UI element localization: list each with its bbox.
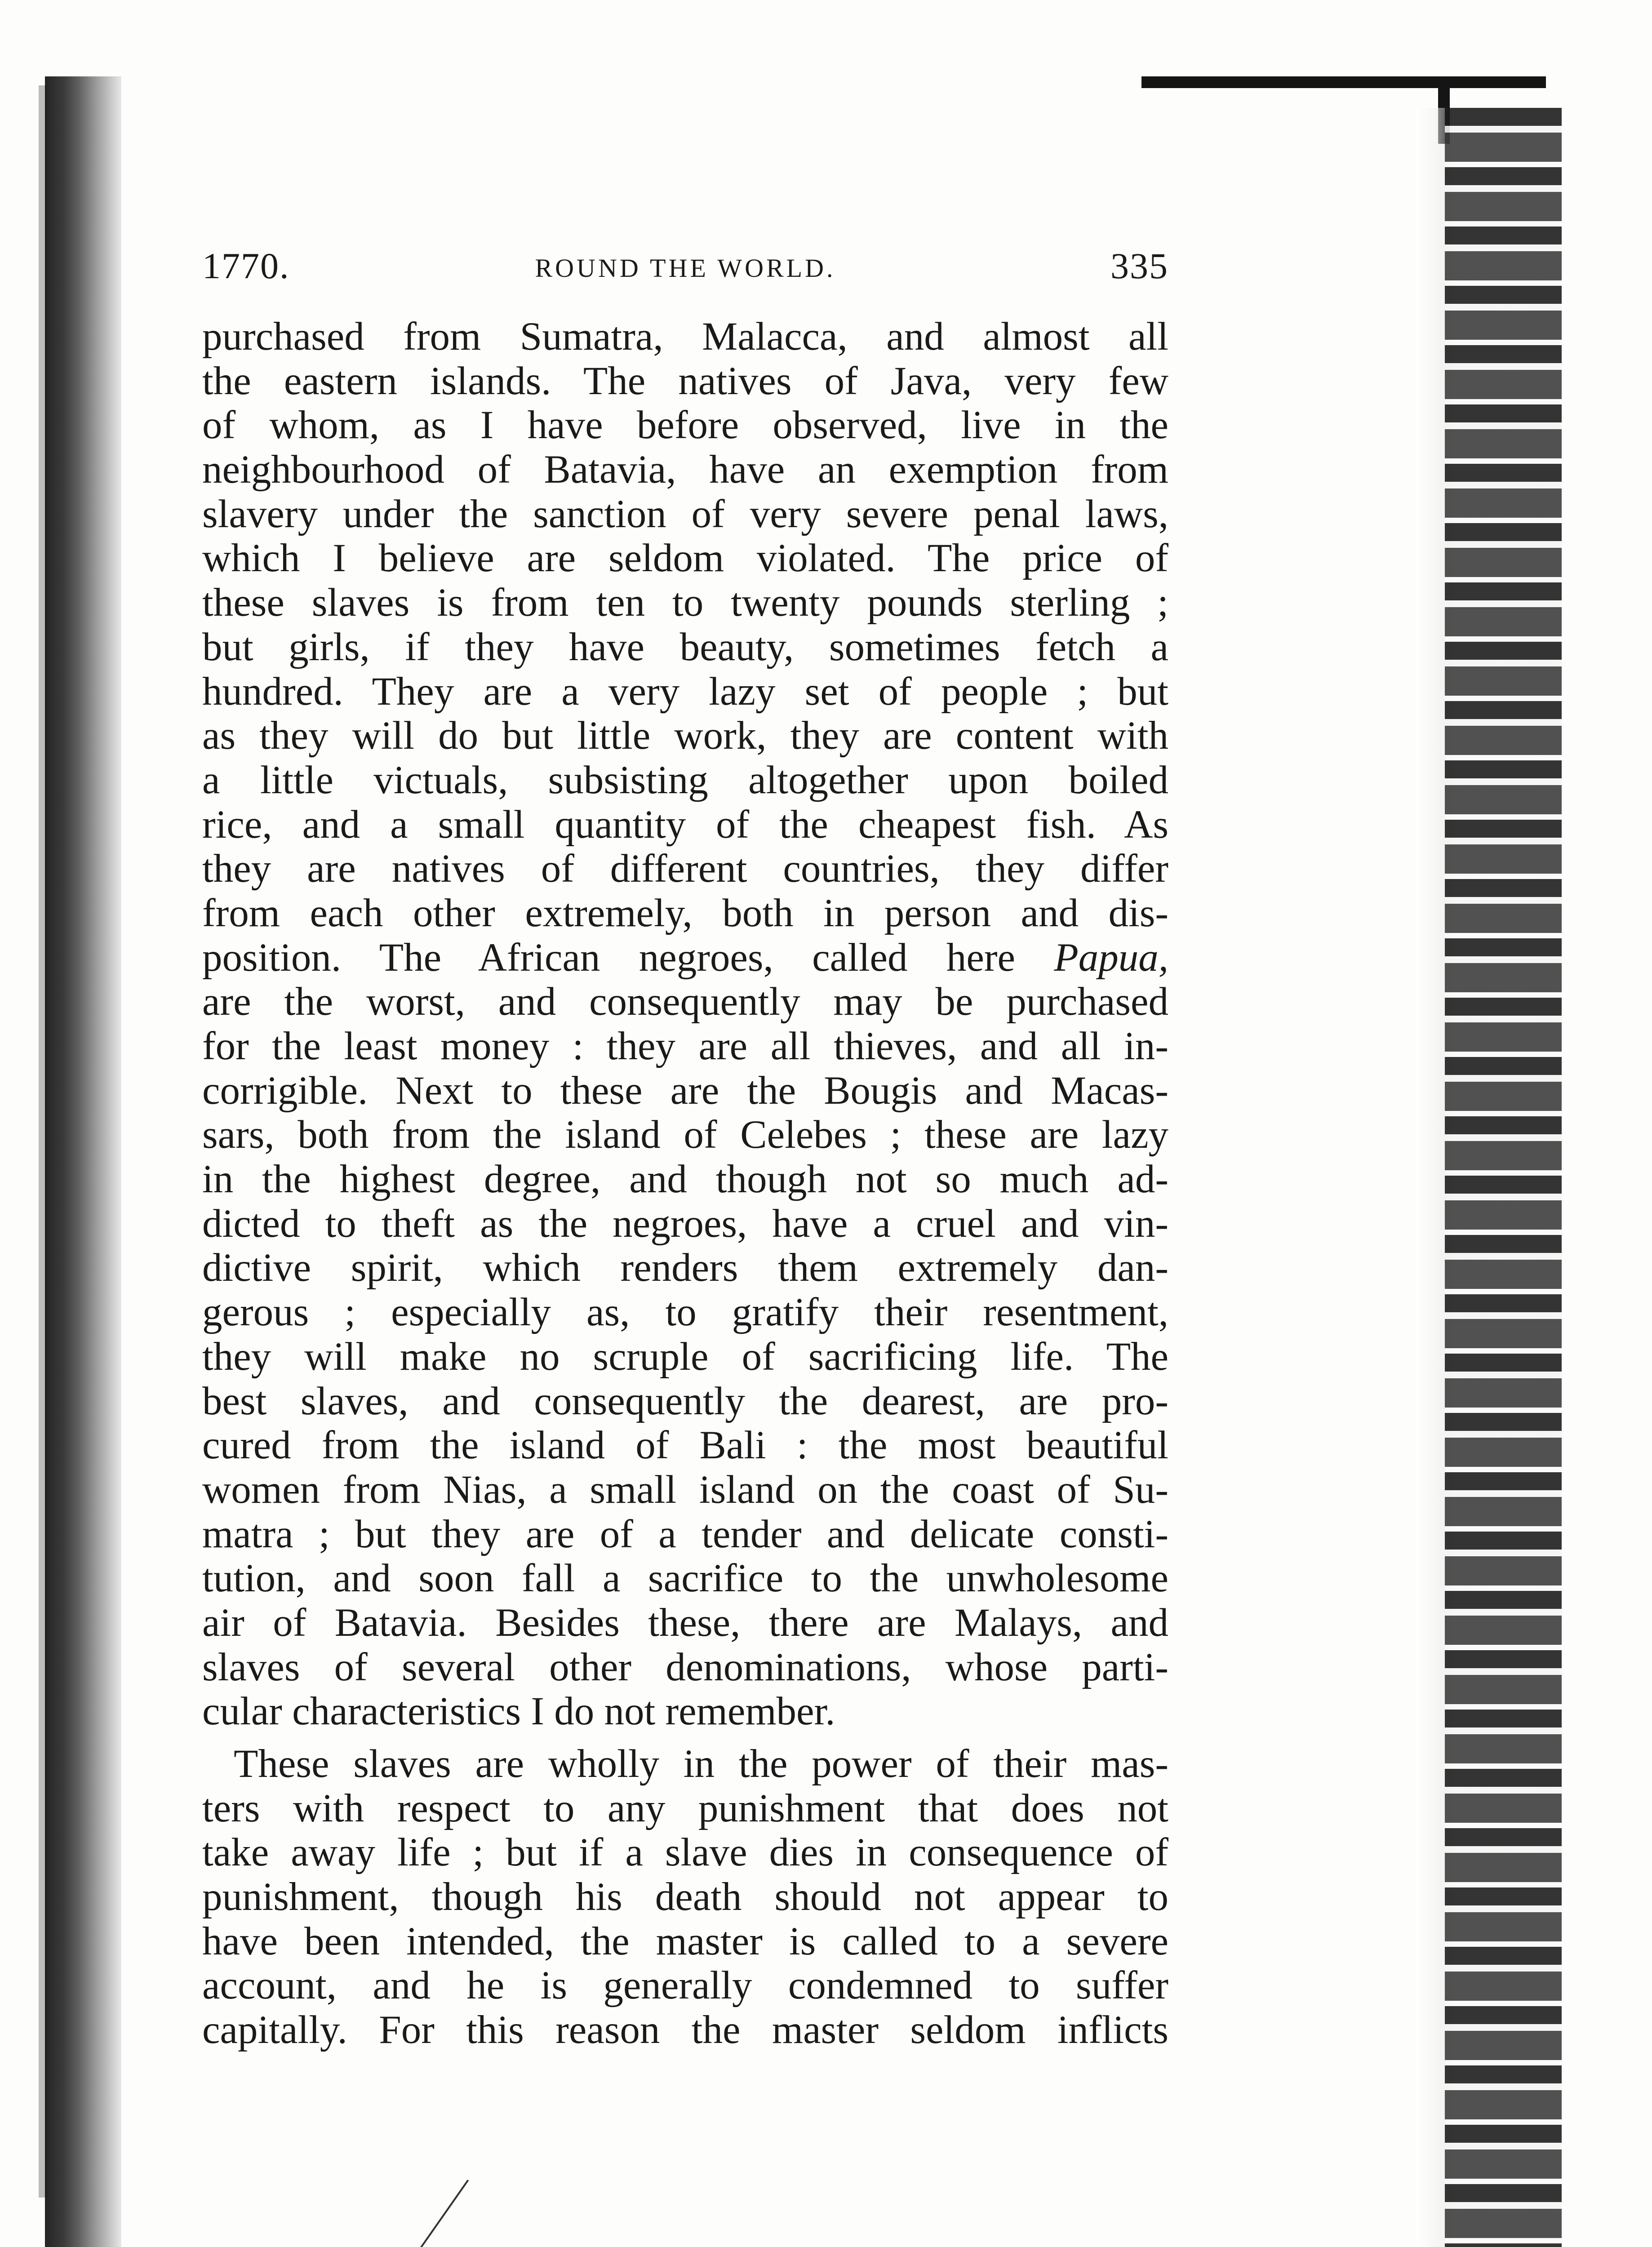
text-line: they are natives of different countries, they differ [202,847,1168,891]
text-line: of whom, as I have before observed, live in the [202,403,1168,448]
running-head-year: 1770. [202,245,290,286]
text-line: account, and he is generally condemned to suffer [202,1963,1168,2008]
body-text [202,315,1168,2052]
text-line: take away life ; but if a slave dies in consequence of [202,1830,1168,1875]
binding-shadow [45,76,121,2247]
text-line: as they will do but little work, they are content with [202,714,1168,758]
text-line: purchased from Sumatra, Malacca, and almost all [202,315,1168,359]
text-line: cular characteristics I do not remember. [202,1689,835,1734]
text-line: hundred. They are a very lazy set of people ; but [202,669,1168,714]
text-line: gerous ; especially as, to gratify their resentment, [202,1290,1168,1335]
scan-edge-rule [1141,76,1546,88]
running-head [202,245,1168,308]
text-line: for the least money : they are all thieves, and all in- [202,1024,1168,1068]
next-page-bleed [1445,108,1562,2247]
text-line: a little victuals, subsisting altogether upon boiled [202,758,1168,802]
text-line: from each other extremely, both in person and dis- [202,891,1168,935]
text-line: but girls, if they have beauty, sometimes fetch a [202,625,1168,669]
text-line: dictive spirit, which renders them extremely dan- [202,1246,1168,1290]
text-line: neighbourhood of Batavia, have an exemption from [202,448,1168,492]
text-line: corrigible. Next to these are the Bougis and Macas- [202,1068,1168,1113]
text-line: the eastern islands. The natives of Java, very few [202,359,1168,403]
text-line: slavery under the sanction of very severe penal laws, [202,492,1168,536]
text-line: air of Batavia. Besides these, there are Malays, and [202,1600,1168,1645]
text-line: they will make no scruple of sacrificing life. The [202,1334,1168,1379]
text-line: which I believe are seldom violated. The price of [202,536,1168,581]
italic-word: Papua, [1054,935,1168,980]
text-line: sars, both from the island of Celebes ; these are lazy [202,1113,1168,1157]
text-line: punishment, though his death should not appear to [202,1875,1168,1919]
running-head-title: ROUND THE WORLD. [535,253,836,283]
text-line-papua [202,936,1168,980]
text-line: These slaves are wholly in the power of their mas- [234,1742,1168,1786]
text-line: these slaves is from ten to twenty pounds sterling ; [202,581,1168,625]
pencil-stroke [400,2180,469,2247]
page-number: 335 [1110,245,1168,286]
text-line: slaves of several other denominations, whose parti- [202,1645,1168,1689]
text-line: dicted to theft as the negroes, have a cruel and vin- [202,1201,1168,1246]
text-line: best slaves, and consequently the dearest, are pro- [202,1379,1168,1423]
text-line: tution, and soon fall a sacrifice to the unwholesome [202,1556,1168,1601]
text-line-part: position. The African negroes, called here [202,935,1054,980]
text-line: in the highest degree, and though not so much ad- [202,1157,1168,1202]
text-line: have been intended, the master is called to a severe [202,1919,1168,1963]
text-line: rice, and a small quantity of the cheapest fish. As [202,802,1168,847]
text-line: capitally. For this reason the master seldom inflicts [202,2008,1168,2052]
text-line: matra ; but they are of a tender and delicate consti- [202,1512,1168,1556]
paragraph-gap [202,1734,1168,1742]
text-line: cured from the island of Bali : the most beautiful [202,1423,1168,1468]
text-line: ters with respect to any punishment that does not [202,1786,1168,1830]
text-line: women from Nias, a small island on the coast of Su- [202,1467,1168,1512]
text-line: are the worst, and consequently may be purchased [202,980,1168,1024]
